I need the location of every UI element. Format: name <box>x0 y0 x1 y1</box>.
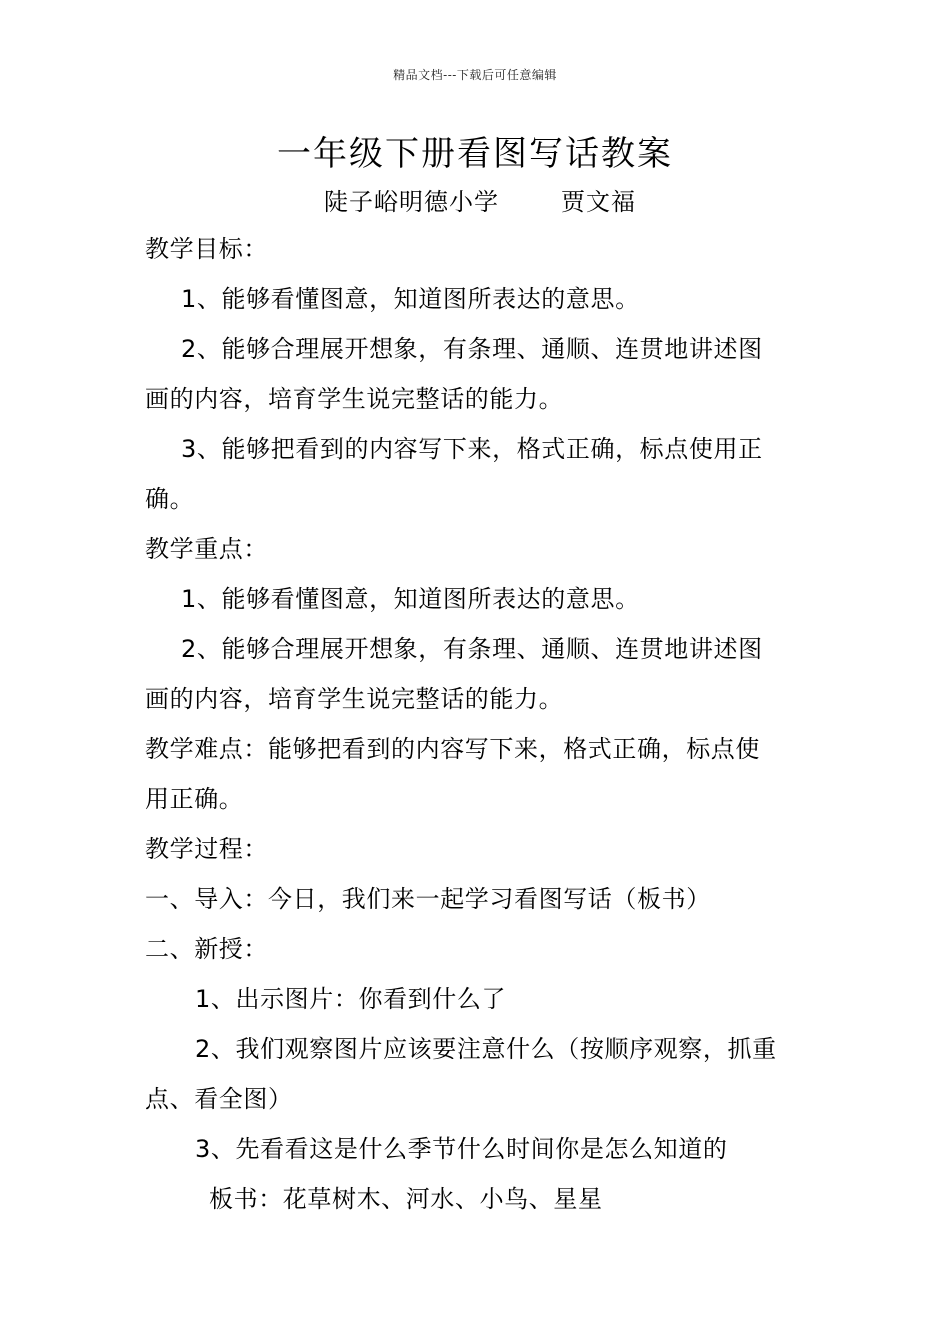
objective-item: 2、能够合理展开想象，有条理、通顺、连贯地讲述图 <box>181 335 763 363</box>
header-note: 精品文档---下载后可任意编辑 <box>393 68 557 82</box>
objective-item-continued: 画的内容，培育学生说完整话的能力。 <box>145 385 564 413</box>
author-line <box>324 182 636 217</box>
process-substep: 2、我们观察图片应该要注意什么（按顺序观察，抓重 <box>195 1035 777 1063</box>
key-point-item: 2、能够合理展开想象，有条理、通顺、连贯地讲述图 <box>181 635 763 663</box>
key-point-item-continued: 画的内容，培育学生说完整话的能力。 <box>145 685 564 713</box>
process-substep: 1、出示图片：你看到什么了 <box>195 985 507 1013</box>
blackboard-note: 板书：花草树木、河水、小鸟、星星 <box>209 1185 603 1213</box>
process-substep-continued: 点、看全图） <box>145 1085 293 1113</box>
process-step: 一、导入：今日，我们来一起学习看图写话（板书） <box>145 885 711 913</box>
key-point-item: 1、能够看懂图意，知道图所表达的意思。 <box>181 585 640 613</box>
objective-item: 1、能够看懂图意，知道图所表达的意思。 <box>181 285 640 313</box>
process-step: 二、新授： <box>145 935 268 963</box>
section-heading-process: 教学过程： <box>145 835 268 863</box>
section-difficulty: 教学难点：能够把看到的内容写下来，格式正确，标点使 <box>145 735 760 763</box>
author-name: 贾文福 <box>561 188 636 216</box>
author-school: 陡子峪明德小学 <box>324 188 499 216</box>
process-substep: 3、先看看这是什么季节什么时间你是怎么知道的 <box>195 1135 728 1163</box>
objective-item: 3、能够把看到的内容写下来，格式正确，标点使用正 <box>181 435 763 463</box>
section-heading-key-points: 教学重点： <box>145 535 268 563</box>
section-difficulty-continued: 用正确。 <box>145 785 244 813</box>
document-title: 一年级下册看图写话教案 <box>277 134 673 174</box>
objective-item-continued: 确。 <box>145 485 195 513</box>
section-heading-objectives: 教学目标： <box>145 235 268 263</box>
